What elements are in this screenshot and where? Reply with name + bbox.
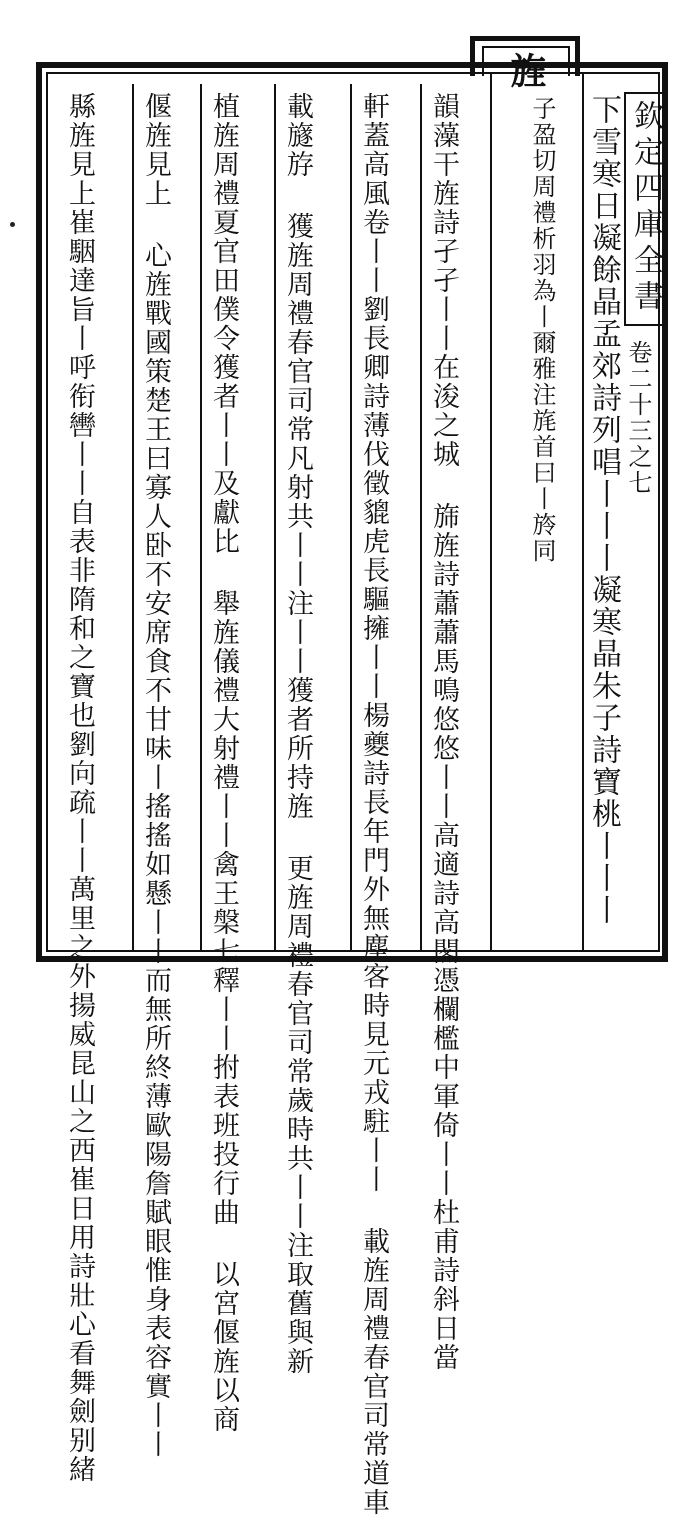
text-column-2: 子盈切周禮析羽為丨爾雅注旄首曰丨旍同	[528, 96, 556, 564]
margin-volume: 卷二十三之七	[624, 340, 652, 496]
text-column-6: 植旌周禮夏官田僕令獲者丨丨及獻比 舉旌儀禮大射禮丨丨禽王槃七釋丨丨拊表班投行曲 以宮偃旌以商	[208, 92, 239, 1434]
column-divider	[350, 84, 352, 950]
text-column-5: 載旞斿 獲旌周禮春官司常凡射共丨丨注丨丨獲者所持旌 更旌周禮春官司常歲時共丨丨注取舊與新	[282, 92, 313, 1376]
column-divider	[420, 84, 422, 950]
column-divider	[582, 74, 584, 950]
column-divider	[132, 84, 134, 950]
text-column-3: 韻藻干旌詩孑孑丨丨在浚之城 旆旌詩蕭蕭馬鳴悠悠丨丨高適詩高閣憑欄檻中軍倚丨丨杜甫詩斜日當	[428, 92, 459, 1372]
column-divider	[490, 74, 492, 950]
heading-char: 旌	[505, 52, 547, 90]
column-divider	[274, 84, 276, 950]
text-column-7: 偃旌見上 心旌戰國策楚王曰寡人卧不安席食不甘味丨搖搖如懸丨丨而無所終薄歐陽詹賦眼惟身表容實丨丨	[140, 92, 171, 1459]
margin-book-title: 欽定四庫全書	[624, 92, 666, 326]
scan-speck	[10, 222, 15, 227]
text-column-4: 軒蓋高風卷丨丨劉長卿詩薄伐徵貔虎長驅擁丨丨楊夔詩長年門外無塵客時見元戎駐丨丨 載旌周禮春官司常道車	[358, 92, 389, 1517]
column-divider	[200, 84, 202, 950]
text-column-1: 下雪寒日凝餘晶孟郊詩列唱丨丨丨凝寒晶朱子詩寶桃丨丨丨	[586, 94, 621, 926]
text-column-8: 縣旌見上崔駰達旨丨呼衔轡丨丨自表非隋和之寶也劉向疏丨丨萬里之外揚威昆山之西崔日用詩壯心看舞劍别緒	[64, 92, 95, 1484]
page-frame-inner	[46, 72, 660, 1517]
